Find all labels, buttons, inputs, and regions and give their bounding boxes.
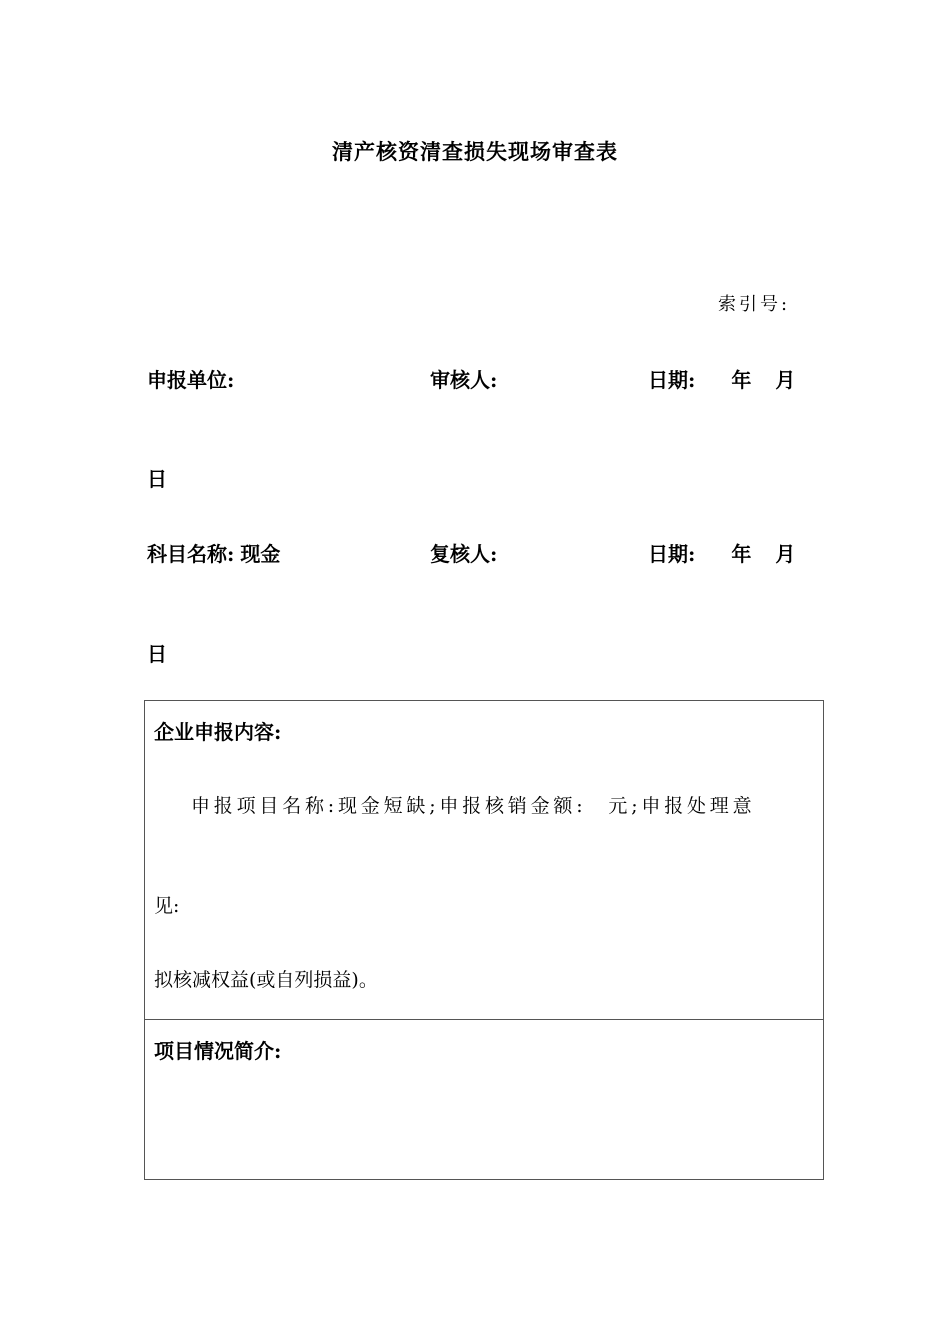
project-summary-heading: 项目情况简介: xyxy=(154,1039,282,1063)
declaration-opinion-text: 元;申报处理意 xyxy=(608,795,756,817)
subject-name-label: 科目名称: xyxy=(147,542,235,566)
rechecker-label: 复核人: xyxy=(430,542,498,566)
table-divider xyxy=(145,1019,823,1020)
reviewer-label: 审核人: xyxy=(430,368,498,392)
day-label: 日 xyxy=(147,467,167,491)
year-label: 年 xyxy=(731,368,752,392)
subject-name-value: 现金 xyxy=(240,542,281,566)
recheck-date xyxy=(648,538,795,567)
date-label: 日期: xyxy=(648,542,696,566)
declaration-item-text: 申报项目名称:现金短缺;申报核销金额: xyxy=(191,795,587,817)
declaration-line-3: 拟核减权益(或自列损益)。 xyxy=(154,969,378,991)
declaration-heading: 企业申报内容: xyxy=(154,720,282,744)
declaration-line-2: 见: xyxy=(154,895,180,917)
declaration-line-1 xyxy=(191,791,755,818)
month-label: 月 xyxy=(775,368,796,392)
page-title: 清产核资清查损失现场审查表 xyxy=(332,139,618,164)
day-label: 日 xyxy=(147,642,167,666)
date-label: 日期: xyxy=(648,368,696,392)
subject-name xyxy=(147,538,280,567)
index-number-label: 索引号: xyxy=(718,294,791,315)
year-label: 年 xyxy=(731,542,752,566)
month-label: 月 xyxy=(775,542,796,566)
review-table xyxy=(144,700,824,1180)
review-date xyxy=(648,364,795,393)
reporting-unit-label: 申报单位: xyxy=(147,368,235,392)
